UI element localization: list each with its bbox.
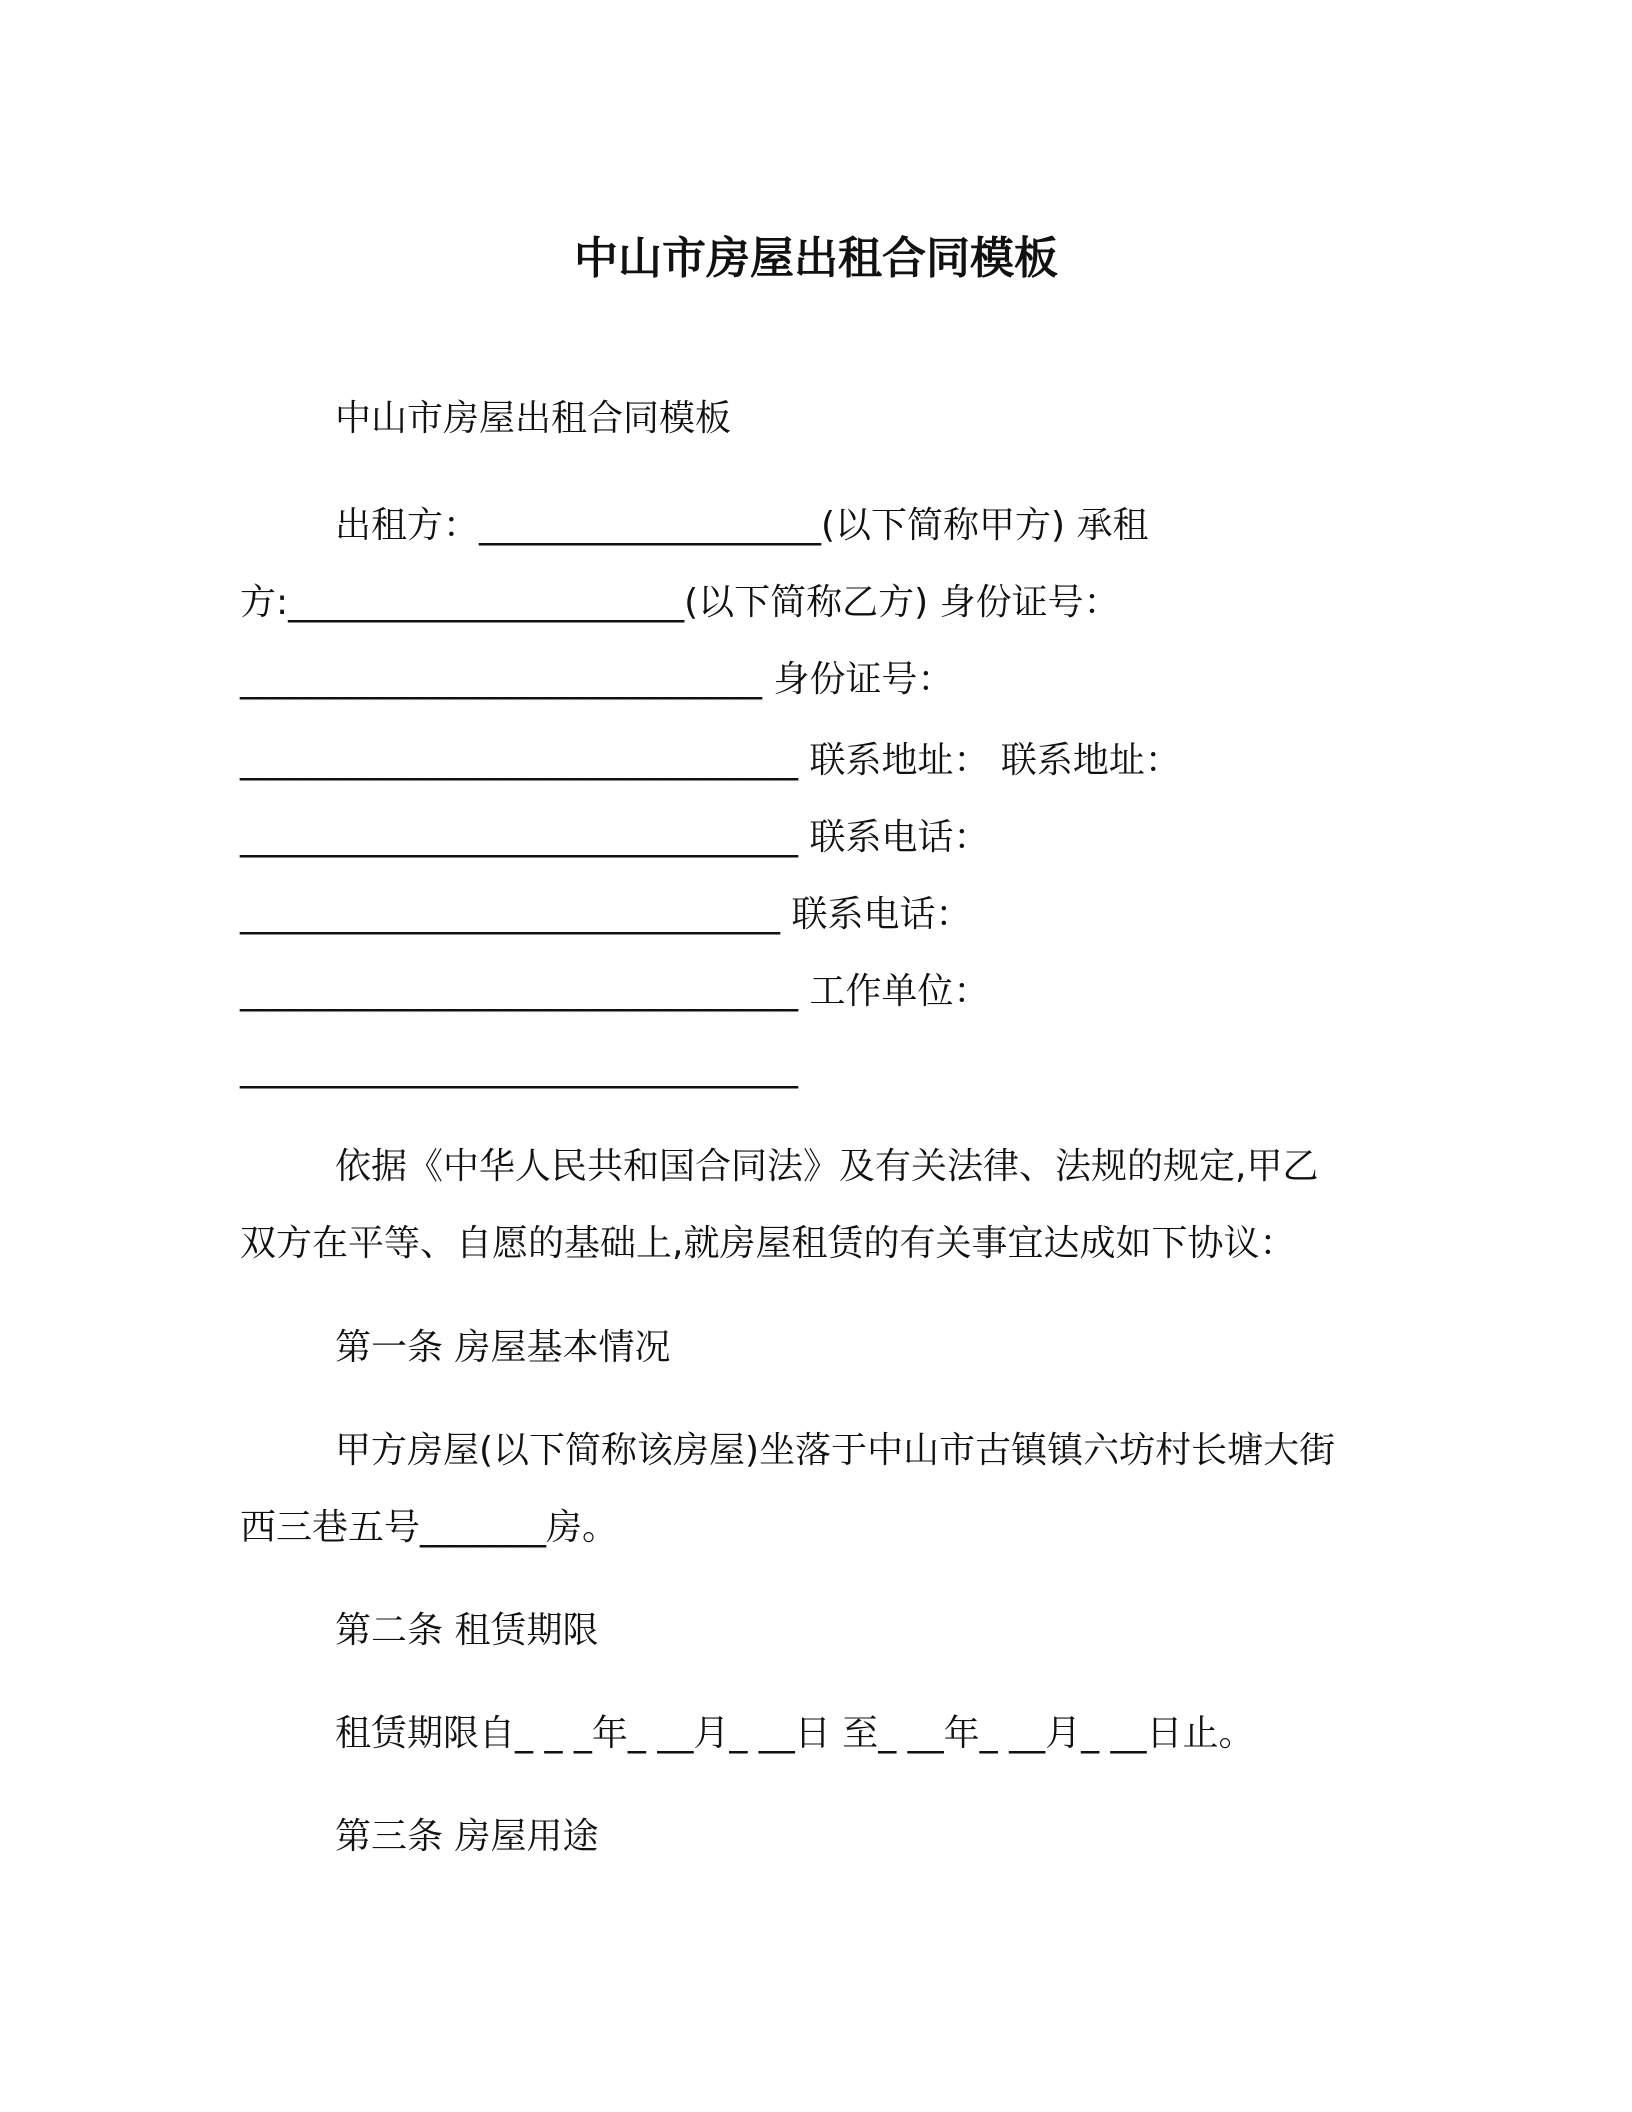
article-3-heading: 第三条 房屋用途 <box>335 1816 599 1857</box>
blank-line: _______________________________ <box>240 1048 798 1089</box>
id-number-line: _____________________________ 身份证号： <box>240 659 954 700</box>
employer-line: _______________________________ 工作单位： <box>240 971 990 1012</box>
document-title: 中山市房屋出租合同模板 <box>574 233 1058 284</box>
lessee-line: 方:______________________(以下简称乙方) 身份证号： <box>240 582 1120 623</box>
article-1-heading: 第一条 房屋基本情况 <box>335 1327 671 1368</box>
address-line: _______________________________ 联系地址： 联系地址： <box>240 740 1181 781</box>
phone-line-1: _______________________________ 联系电话： <box>240 817 990 858</box>
article-2-text: 租赁期限自_ _ _年_ __月_ __日 至_ __年_ __月_ __日止。 <box>335 1713 1255 1754</box>
preamble-line-1: 依据《中华人民共和国合同法》及有关法律、法规的规定,甲乙 <box>335 1146 1319 1187</box>
subtitle: 中山市房屋出租合同模板 <box>335 398 732 439</box>
article-1-text-line-2: 西三巷五号_______房。 <box>240 1507 619 1548</box>
lessor-line: 出租方：___________________(以下简称甲方) 承租 <box>335 505 1149 546</box>
article-1-text-line-1: 甲方房屋(以下简称该房屋)坐落于中山市古镇镇六坊村长塘大街 <box>335 1430 1336 1471</box>
article-2-heading: 第二条 租赁期限 <box>335 1610 599 1651</box>
preamble-line-2: 双方在平等、自愿的基础上,就房屋租赁的有关事宜达成如下协议： <box>240 1223 1296 1264</box>
phone-line-2: ______________________________ 联系电话： <box>240 894 972 935</box>
